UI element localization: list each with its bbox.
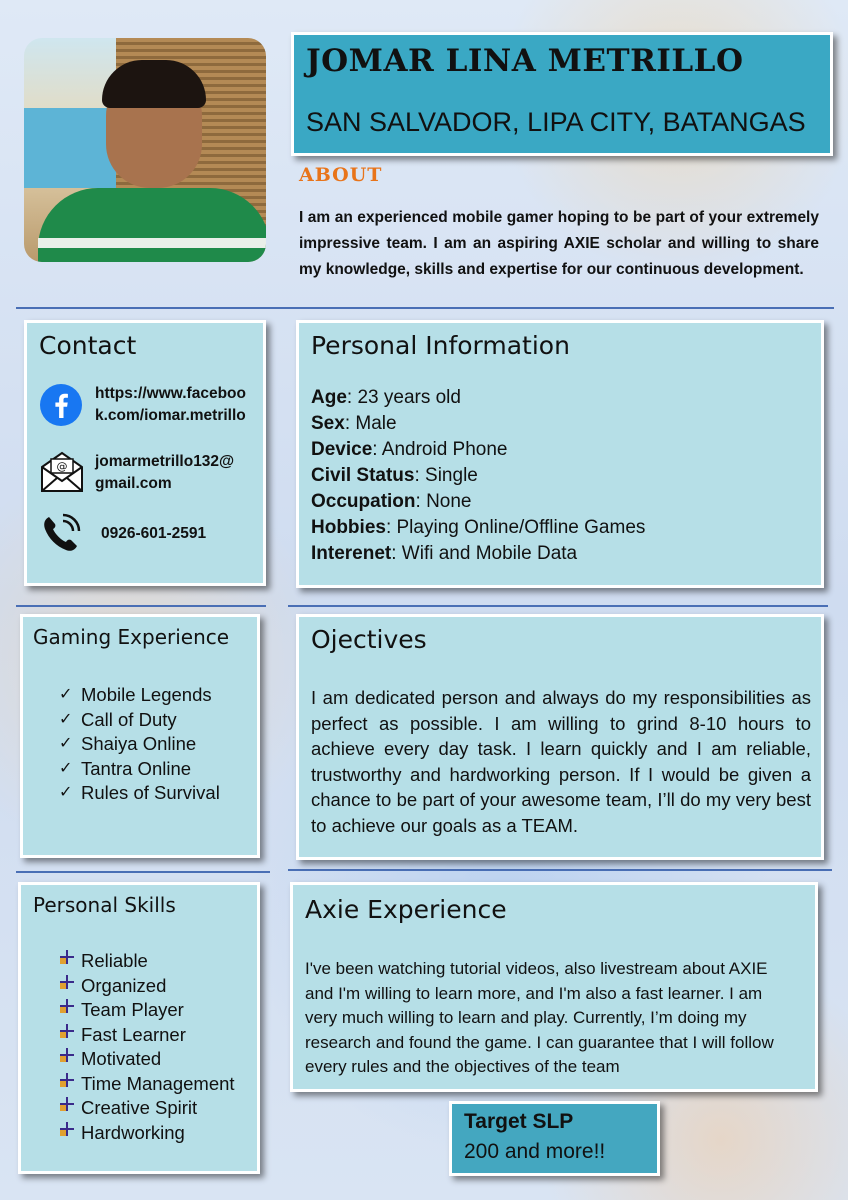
objectives-title: Ojectives <box>311 625 427 654</box>
profile-photo <box>24 38 266 262</box>
about-title: ABOUT <box>299 164 383 186</box>
axie-text: I've been watching tutorial videos, also livestream about AXIE and I'm willing to learn more, and I'm also a fast learner. I am very much willing to learn and play. Currently, I’m doing my research and found the game. I can guarantee that I will follow every rules and the objectives of the team <box>305 959 774 1076</box>
bullet-icon <box>59 1096 81 1121</box>
axie-title: Axie Experience <box>305 895 507 924</box>
check-icon: ✓ <box>59 710 73 728</box>
svg-text:@: @ <box>56 460 68 473</box>
pi-row: Device: Android Phone <box>311 439 508 460</box>
divider-top <box>16 307 834 309</box>
pi-row: Sex: Male <box>311 413 397 434</box>
list-item: Time Management <box>59 1072 235 1097</box>
list-item: ✓ Shaiya Online <box>59 732 220 757</box>
list-item: Motivated <box>59 1047 235 1072</box>
list-item: Reliable <box>59 949 235 974</box>
gaming-experience-section <box>20 614 260 858</box>
bullet-icon <box>59 1121 81 1146</box>
divider-right-1 <box>288 605 828 607</box>
facebook-row[interactable] <box>39 383 246 427</box>
target-value: 200 and more!! <box>464 1140 606 1163</box>
target-slp-box <box>449 1101 660 1176</box>
pi-row: Hobbies: Playing Online/Offline Games <box>311 517 646 538</box>
list-item: ✓ Tantra Online <box>59 757 220 782</box>
pi-row: Interenet: Wifi and Mobile Data <box>311 543 578 564</box>
bullet-icon <box>59 1072 81 1097</box>
list-item: ✓ Rules of Survival <box>59 781 220 806</box>
bullet-icon <box>59 949 81 974</box>
gaming-title: Gaming Experience <box>33 625 230 649</box>
bullet-icon <box>59 998 81 1023</box>
contact-title: Contact <box>39 331 137 360</box>
pi-row: Age: 23 years old <box>311 387 461 408</box>
facebook-icon <box>39 383 83 427</box>
list-item: Fast Learner <box>59 1023 235 1048</box>
email-line2[interactable]: gmail.com <box>95 475 172 492</box>
phone-icon <box>39 511 83 555</box>
header-box <box>291 32 833 156</box>
list-item: Organized <box>59 974 235 999</box>
address: SAN SALVADOR, LIPA CITY, BATANGAS <box>306 107 806 137</box>
list-item: Hardworking <box>59 1121 235 1146</box>
facebook-link-line2[interactable]: k.com/iomar.metrillo <box>95 407 246 424</box>
about-text: I am an experienced mobile gamer hoping to be part of your extremely impressive team. I am an aspiring AXIE scholar and willing to share my knowledge, skills and expertise for our continuous development. <box>299 209 819 278</box>
divider-right-2 <box>288 869 832 871</box>
list-item: ✓ Call of Duty <box>59 708 220 733</box>
objectives-section <box>296 614 824 860</box>
check-icon: ✓ <box>59 759 73 777</box>
personal-info-list <box>311 385 645 567</box>
axie-experience-section <box>290 882 818 1092</box>
list-item: Creative Spirit <box>59 1096 235 1121</box>
facebook-link-line1[interactable]: https://www.faceboo <box>95 385 246 402</box>
phone-row[interactable] <box>39 511 206 555</box>
bullet-icon <box>59 974 81 999</box>
contact-section <box>24 320 266 586</box>
pi-row: Occupation: None <box>311 491 472 512</box>
check-icon: ✓ <box>59 686 73 703</box>
personal-skills-section <box>18 882 260 1174</box>
target-title: Target SLP <box>464 1110 574 1133</box>
personal-info-section <box>296 320 824 588</box>
email-icon <box>39 451 85 493</box>
email-line1[interactable]: jomarmetrillo132@ <box>95 453 235 470</box>
divider-left-2 <box>16 871 270 873</box>
email-row[interactable] <box>39 451 234 495</box>
list-item: Team Player <box>59 998 235 1023</box>
bullet-icon <box>59 1047 81 1072</box>
objectives-text: I am dedicated person and always do my responsibilities as perfect as possible. I am willing to grind 8-10 hours to achieve every day task. I learn quickly and I am reliable, trustworthy and hardworking person. If I would be given a chance to be part of your awesome team, I’ll do my very best to achieve our goals as a TEAM. <box>311 687 811 836</box>
skills-title: Personal Skills <box>33 893 176 917</box>
phone-number[interactable]: 0926-601-2591 <box>101 525 207 542</box>
gaming-list <box>59 683 220 806</box>
list-item: ✓ Mobile Legends <box>59 683 220 708</box>
pi-row: Civil Status: Single <box>311 465 478 486</box>
check-icon: ✓ <box>59 735 73 752</box>
skills-list <box>59 949 235 1145</box>
bullet-icon <box>59 1023 81 1048</box>
personal-info-title: Personal Information <box>311 331 570 360</box>
full-name: JOMAR LINA METRILLO <box>306 43 744 79</box>
check-icon: ✓ <box>59 784 73 801</box>
divider-left-1 <box>16 605 266 607</box>
